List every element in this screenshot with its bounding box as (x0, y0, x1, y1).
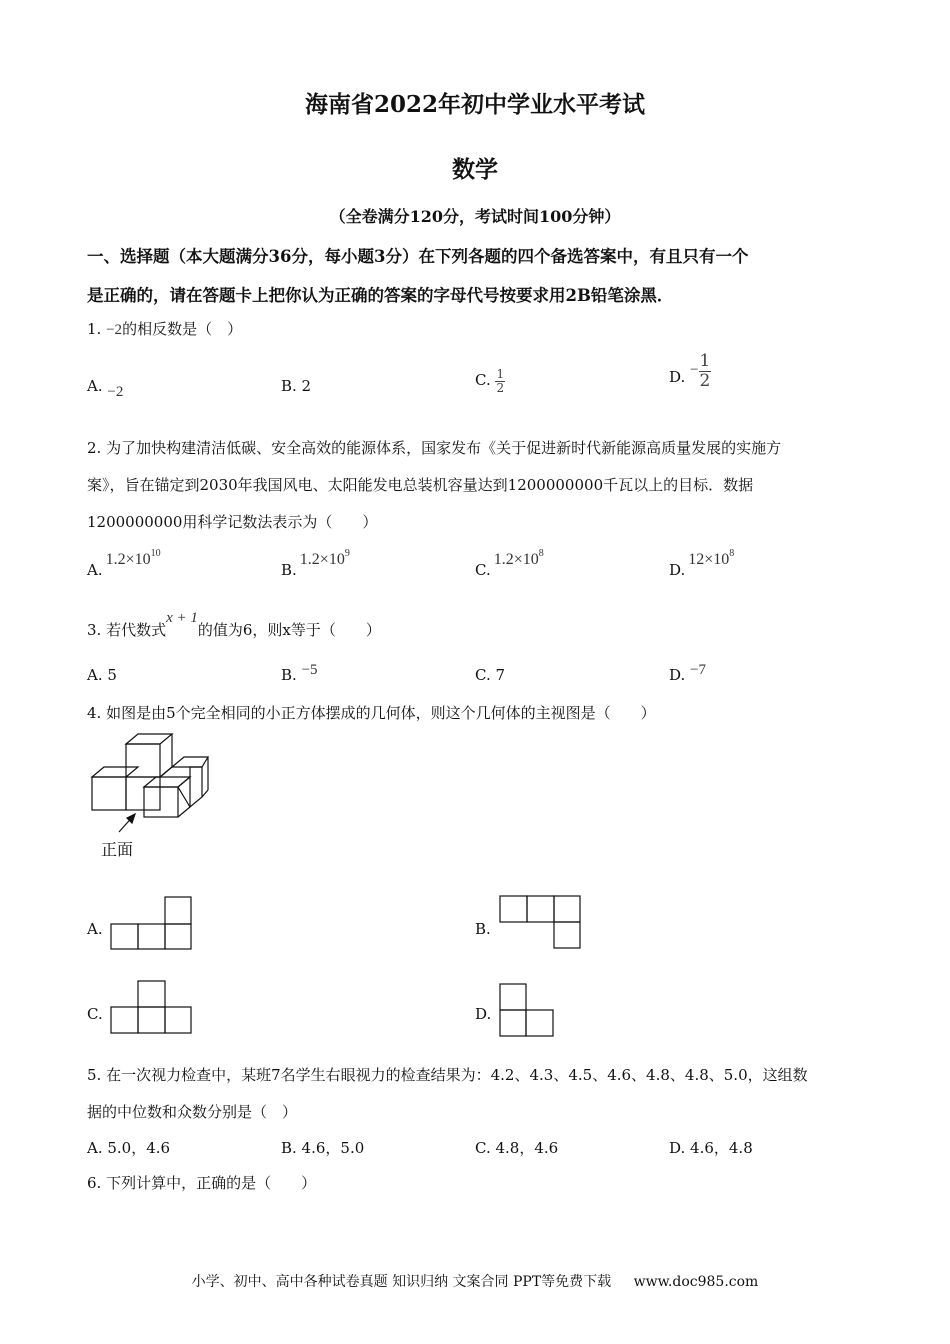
q4-text: 4. 如图是由5个完全相同的小正方体摆成的几何体，则这个几何体的主视图是（ ） (87, 704, 656, 722)
q1-prefix: 1. (87, 320, 107, 338)
q5-option-d[interactable]: D. 4.6，4.8 (669, 1139, 753, 1157)
q2-option-c[interactable] (475, 548, 544, 579)
q1-option-c[interactable] (475, 368, 505, 395)
q1-d-num: 1 (699, 351, 711, 371)
q5-line2: 据的中位数和众数分别是（ ） (87, 1103, 298, 1121)
q1-a-label: A. (87, 377, 108, 395)
q4-option-b-label[interactable]: B. (475, 920, 491, 938)
q2-c-base: 1.2×10 (493, 551, 539, 568)
footer-text: 小学、初中、高中各种试卷真题 知识归纳 文案合同 PPT等免费下载 (191, 1274, 612, 1290)
q4-option-d-figure (498, 982, 558, 1038)
q4-option-c-label[interactable]: C. (87, 1005, 103, 1023)
question-1 (87, 318, 242, 339)
q3-option-b[interactable] (281, 660, 318, 684)
q2-b-exp: 9 (344, 548, 350, 559)
q3-expr: x + 1 (166, 610, 198, 626)
q2-line1: 2. 为了加快构建清洁低碳、安全高效的能源体系，国家发布《关于促进新时代新能源高质量发展的实施方 (87, 439, 782, 457)
q3-option-c[interactable]: C. 7 (475, 666, 506, 684)
q3-option-d[interactable] (669, 660, 706, 684)
q6-text: 6. 下列计算中，正确的是（ ） (87, 1174, 317, 1192)
q5-option-b[interactable]: B. 4.6，5.0 (281, 1139, 365, 1157)
q4-option-b-figure (498, 894, 582, 950)
cube-figure (85, 730, 225, 840)
q1-c-num: 1 (496, 367, 505, 381)
q2-a-label: A. (87, 561, 103, 579)
q1-math: −2 (106, 322, 123, 338)
section1-line2: 是正确的，请在答题卡上把你认为正确的答案的字母代号按要求用2B铅笔涂黑． (87, 286, 674, 305)
q4-option-d-label[interactable]: D. (475, 1005, 492, 1023)
q2-line3: 1200000000用科学记数法表示为（ ） (87, 513, 378, 531)
q4-option-a-label[interactable]: A. (87, 920, 103, 938)
q1-suffix: 的相反数是（ ） (122, 320, 243, 338)
question-3 (87, 606, 381, 639)
q3-d-value: −7 (690, 662, 706, 678)
cube-top-top (126, 734, 172, 744)
q1-b-label: B. 2 (281, 377, 312, 395)
q2-c-exp: 8 (538, 548, 544, 559)
q1-option-d[interactable] (669, 352, 711, 391)
q3-option-a[interactable]: A. 5 (87, 666, 117, 684)
cube-right-front (144, 787, 178, 817)
q1-d-sign: − (690, 361, 699, 378)
cube-left-top (92, 767, 138, 777)
q2-d-label: D. (669, 561, 686, 579)
q2-line2: 案》，旨在锚定到2030年我国风电、太阳能发电总装机容量达到1200000000千瓦以上的目标．数据 (87, 476, 754, 494)
exam-title: 海南省2022年初中学业水平考试 (304, 91, 645, 118)
q2-c-label: C. (475, 561, 491, 579)
q2-a-base: 1.2×10 (105, 551, 151, 568)
subject-title: 数学 (452, 156, 498, 183)
q3-b-label: B. (281, 666, 302, 684)
q1-c-label: C. (475, 370, 496, 389)
q3-d-label: D. (669, 666, 691, 684)
q2-option-b[interactable] (281, 548, 350, 579)
footer-url[interactable]: www.doc985.com (633, 1274, 759, 1290)
footer (0, 1271, 950, 1291)
q2-option-d[interactable] (669, 548, 735, 579)
q2-b-base: 1.2×10 (299, 551, 345, 568)
q2-d-exp: 8 (729, 548, 735, 559)
front-view-label: 正面 (101, 840, 134, 859)
q5-option-a[interactable]: A. 5.0，4.6 (87, 1139, 171, 1157)
q2-d-base: 12×10 (688, 551, 730, 568)
q4-option-a-figure (109, 895, 193, 951)
q1-d-label: D. (669, 367, 691, 386)
q3-b-value: −5 (301, 662, 318, 678)
q5-line1: 5. 在一次视力检查中，某班7名学生右眼视力的检查结果为：4.2、4.3、4.5、4.6、4.8、4.8、5.0，这组数 (87, 1066, 808, 1084)
q1-c-fraction (495, 368, 505, 395)
q1-d-fraction (699, 352, 712, 391)
cube-back-right-top (172, 757, 208, 767)
q1-option-a[interactable] (87, 377, 124, 400)
q2-a-exp: 10 (150, 548, 161, 559)
cube-left-front (92, 777, 126, 810)
exam-info: （全卷满分120分，考试时间100分钟） (329, 207, 621, 226)
q2-option-a[interactable] (87, 548, 161, 579)
q1-c-den: 2 (496, 381, 505, 395)
q1-a-value: −2 (107, 384, 124, 400)
q4-option-c-figure (109, 979, 193, 1035)
q1-d-den: 2 (699, 371, 711, 391)
cube-middle-front (126, 777, 160, 810)
q3-prefix: 3. 若代数式 (87, 621, 167, 639)
section1-line1: 一、选择题（本大题满分36分，每小题3分）在下列各题的四个备选答案中，有且只有一个 (87, 247, 749, 266)
q3-suffix: 的值为6，则x等于（ ） (197, 621, 381, 639)
q5-option-c[interactable]: C. 4.8，4.6 (475, 1139, 559, 1157)
q2-b-label: B. (281, 561, 297, 579)
q1-option-b[interactable] (281, 377, 311, 395)
